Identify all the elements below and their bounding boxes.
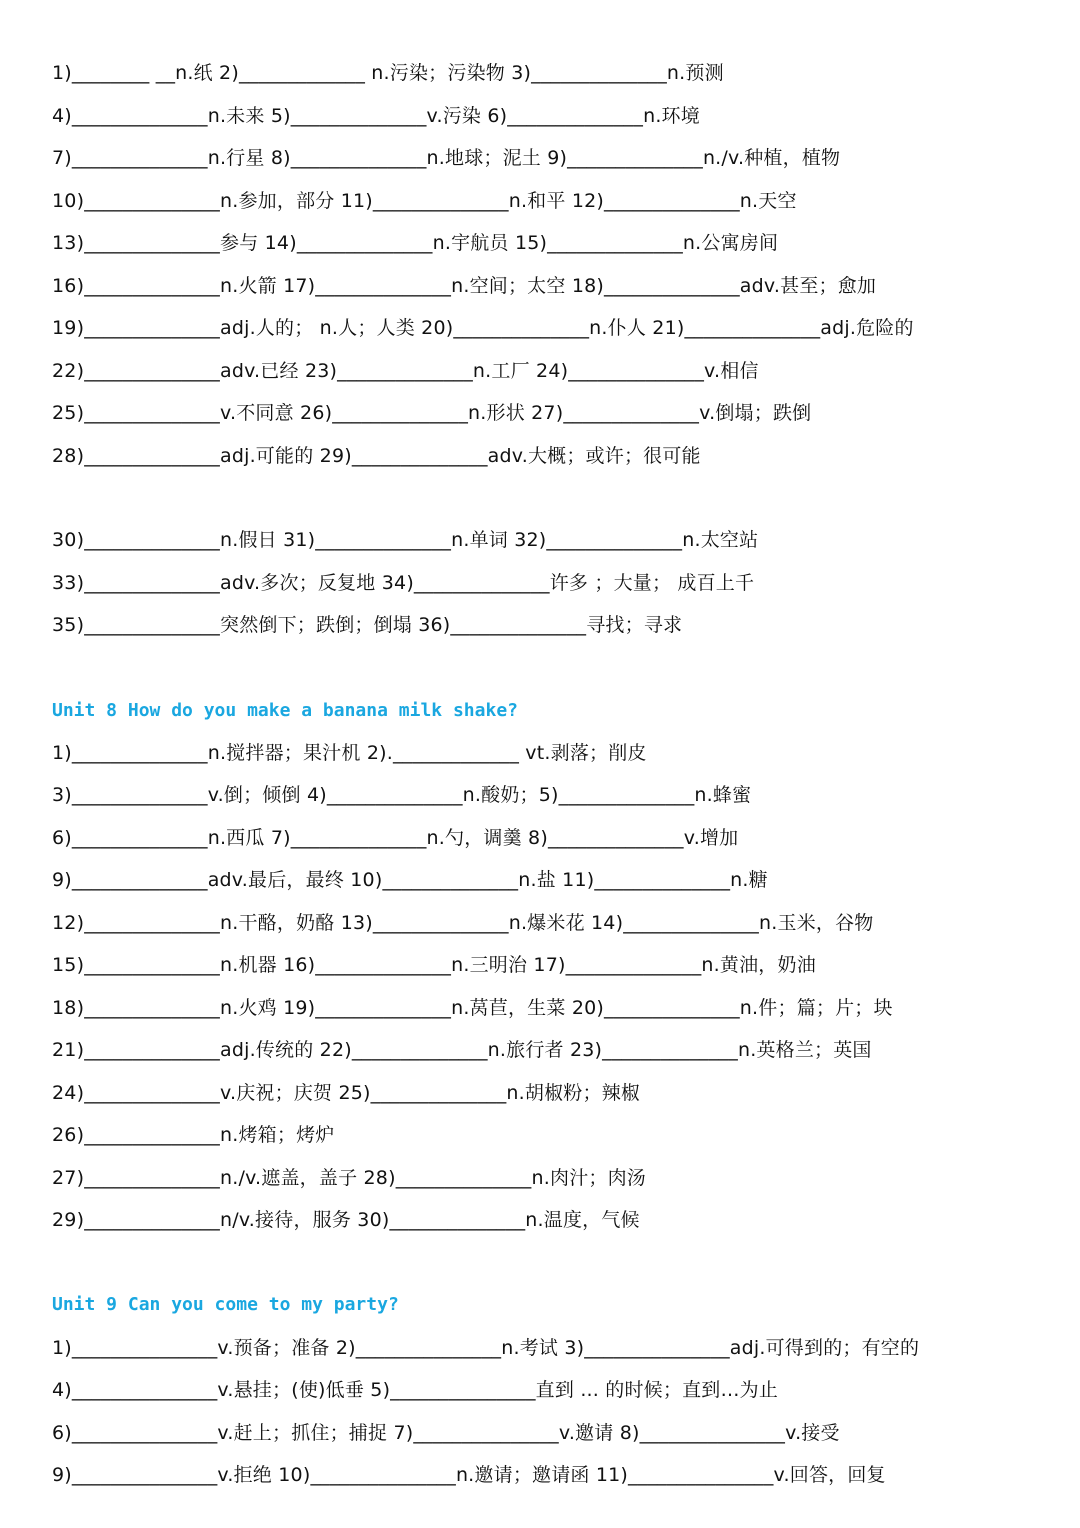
vocab-line: 10)______________n.参加，部分 11)______________n.和平 12)______________n.天空 bbox=[52, 190, 797, 212]
vocab-line: 28)______________adj.可能的 29)______________adv.大概；或许；很可能 bbox=[52, 445, 701, 467]
vocab-line: 9)______________adv.最后，最终 10)______________n.盐 11)______________n.糖 bbox=[52, 869, 768, 891]
unit8-heading: Unit 8 How do you make a banana milk shake? bbox=[52, 700, 518, 721]
vocab-line: 18)______________n.火鸡 19)______________n.莴苣，生菜 20)______________n.件；篇；片；块 bbox=[52, 997, 893, 1019]
unit9-heading: Unit 9 Can you come to my party? bbox=[52, 1294, 399, 1315]
vocab-line: 25)______________v.不同意 26)______________n.形状 27)______________v.倒塌；跌倒 bbox=[52, 402, 812, 424]
vocab-line: 6)______________n.西瓜 7)______________n.勺，调羹 8)______________v.增加 bbox=[52, 827, 739, 849]
vocab-line: 4)_______________v.悬挂；(使)低垂 5)_______________直到 ... 的时候；直到…为止 bbox=[52, 1379, 779, 1401]
vocab-line: 15)______________n.机器 16)______________n.三明治 17)______________n.黄油，奶油 bbox=[52, 954, 816, 976]
vocab-line: 21)______________adj.传统的 22)______________n.旅行者 23)______________n.英格兰；英国 bbox=[52, 1039, 872, 1061]
vocab-line: 29)______________n/v.接待，服务 30)______________n.温度，气候 bbox=[52, 1209, 640, 1231]
vocab-line: 4)______________n.未来 5)______________v.污染 6)______________n.环境 bbox=[52, 105, 700, 127]
vocab-line: 35)______________突然倒下；跌倒；倒塌 36)______________寻找；寻求 bbox=[52, 614, 683, 636]
vocab-line: 26)______________n.烤箱；烤炉 bbox=[52, 1124, 335, 1146]
vocab-line: 30)______________n.假日 31)______________n.单词 32)______________n.太空站 bbox=[52, 529, 759, 551]
vocab-line: 7)______________n.行星 8)______________n.地球；泥土 9)______________n./v.种植，植物 bbox=[52, 147, 841, 169]
vocab-line: 13)______________参与 14)______________n.宇航员 15)______________n.公寓房间 bbox=[52, 232, 779, 254]
vocab-line: 22)______________adv.已经 23)______________n.工厂 24)______________v.相信 bbox=[52, 360, 759, 382]
vocab-line: 33)______________adv.多次；反复地 34)______________许多 ；大量； 成百上千 bbox=[52, 572, 755, 594]
vocab-line: 3)______________v.倒；倾倒 4)______________n.酸奶；5)______________n.蜂蜜 bbox=[52, 784, 752, 806]
vocab-line: 1)______________n.搅拌器；果汁机 2)._____________ vt.剥落；削皮 bbox=[52, 742, 647, 764]
vocab-line: 16)______________n.火箭 17)______________n.空间；太空 18)______________adv.甚至；愈加 bbox=[52, 275, 877, 297]
vocab-line: 27)______________n./v.遮盖，盖子 28)______________n.肉汁；肉汤 bbox=[52, 1167, 646, 1189]
vocab-line: 12)______________n.干酪，奶酪 13)______________n.爆米花 14)______________n.玉米，谷物 bbox=[52, 912, 874, 934]
vocab-line: 19)______________adj.人的； n.人；人类 20)______________n.仆人 21)______________adj.危险的 bbox=[52, 317, 914, 339]
vocab-line: 9)_______________v.拒绝 10)_______________n.邀请；邀请函 11)_______________v.回答，回复 bbox=[52, 1464, 886, 1486]
vocab-line: 24)______________v.庆祝；庆贺 25)______________n.胡椒粉；辣椒 bbox=[52, 1082, 641, 1104]
vocab-line: 1)________ __n.纸 2)_____________ n.污染；污染物 3)______________n.预测 bbox=[52, 62, 724, 84]
vocab-line: 6)_______________v.赶上；抓住；捕捉 7)_______________v.邀请 8)_______________v.接受 bbox=[52, 1422, 840, 1444]
vocab-line: 1)_______________v.预备；准备 2)_______________n.考试 3)_______________adj.可得到的；有空的 bbox=[52, 1337, 920, 1359]
